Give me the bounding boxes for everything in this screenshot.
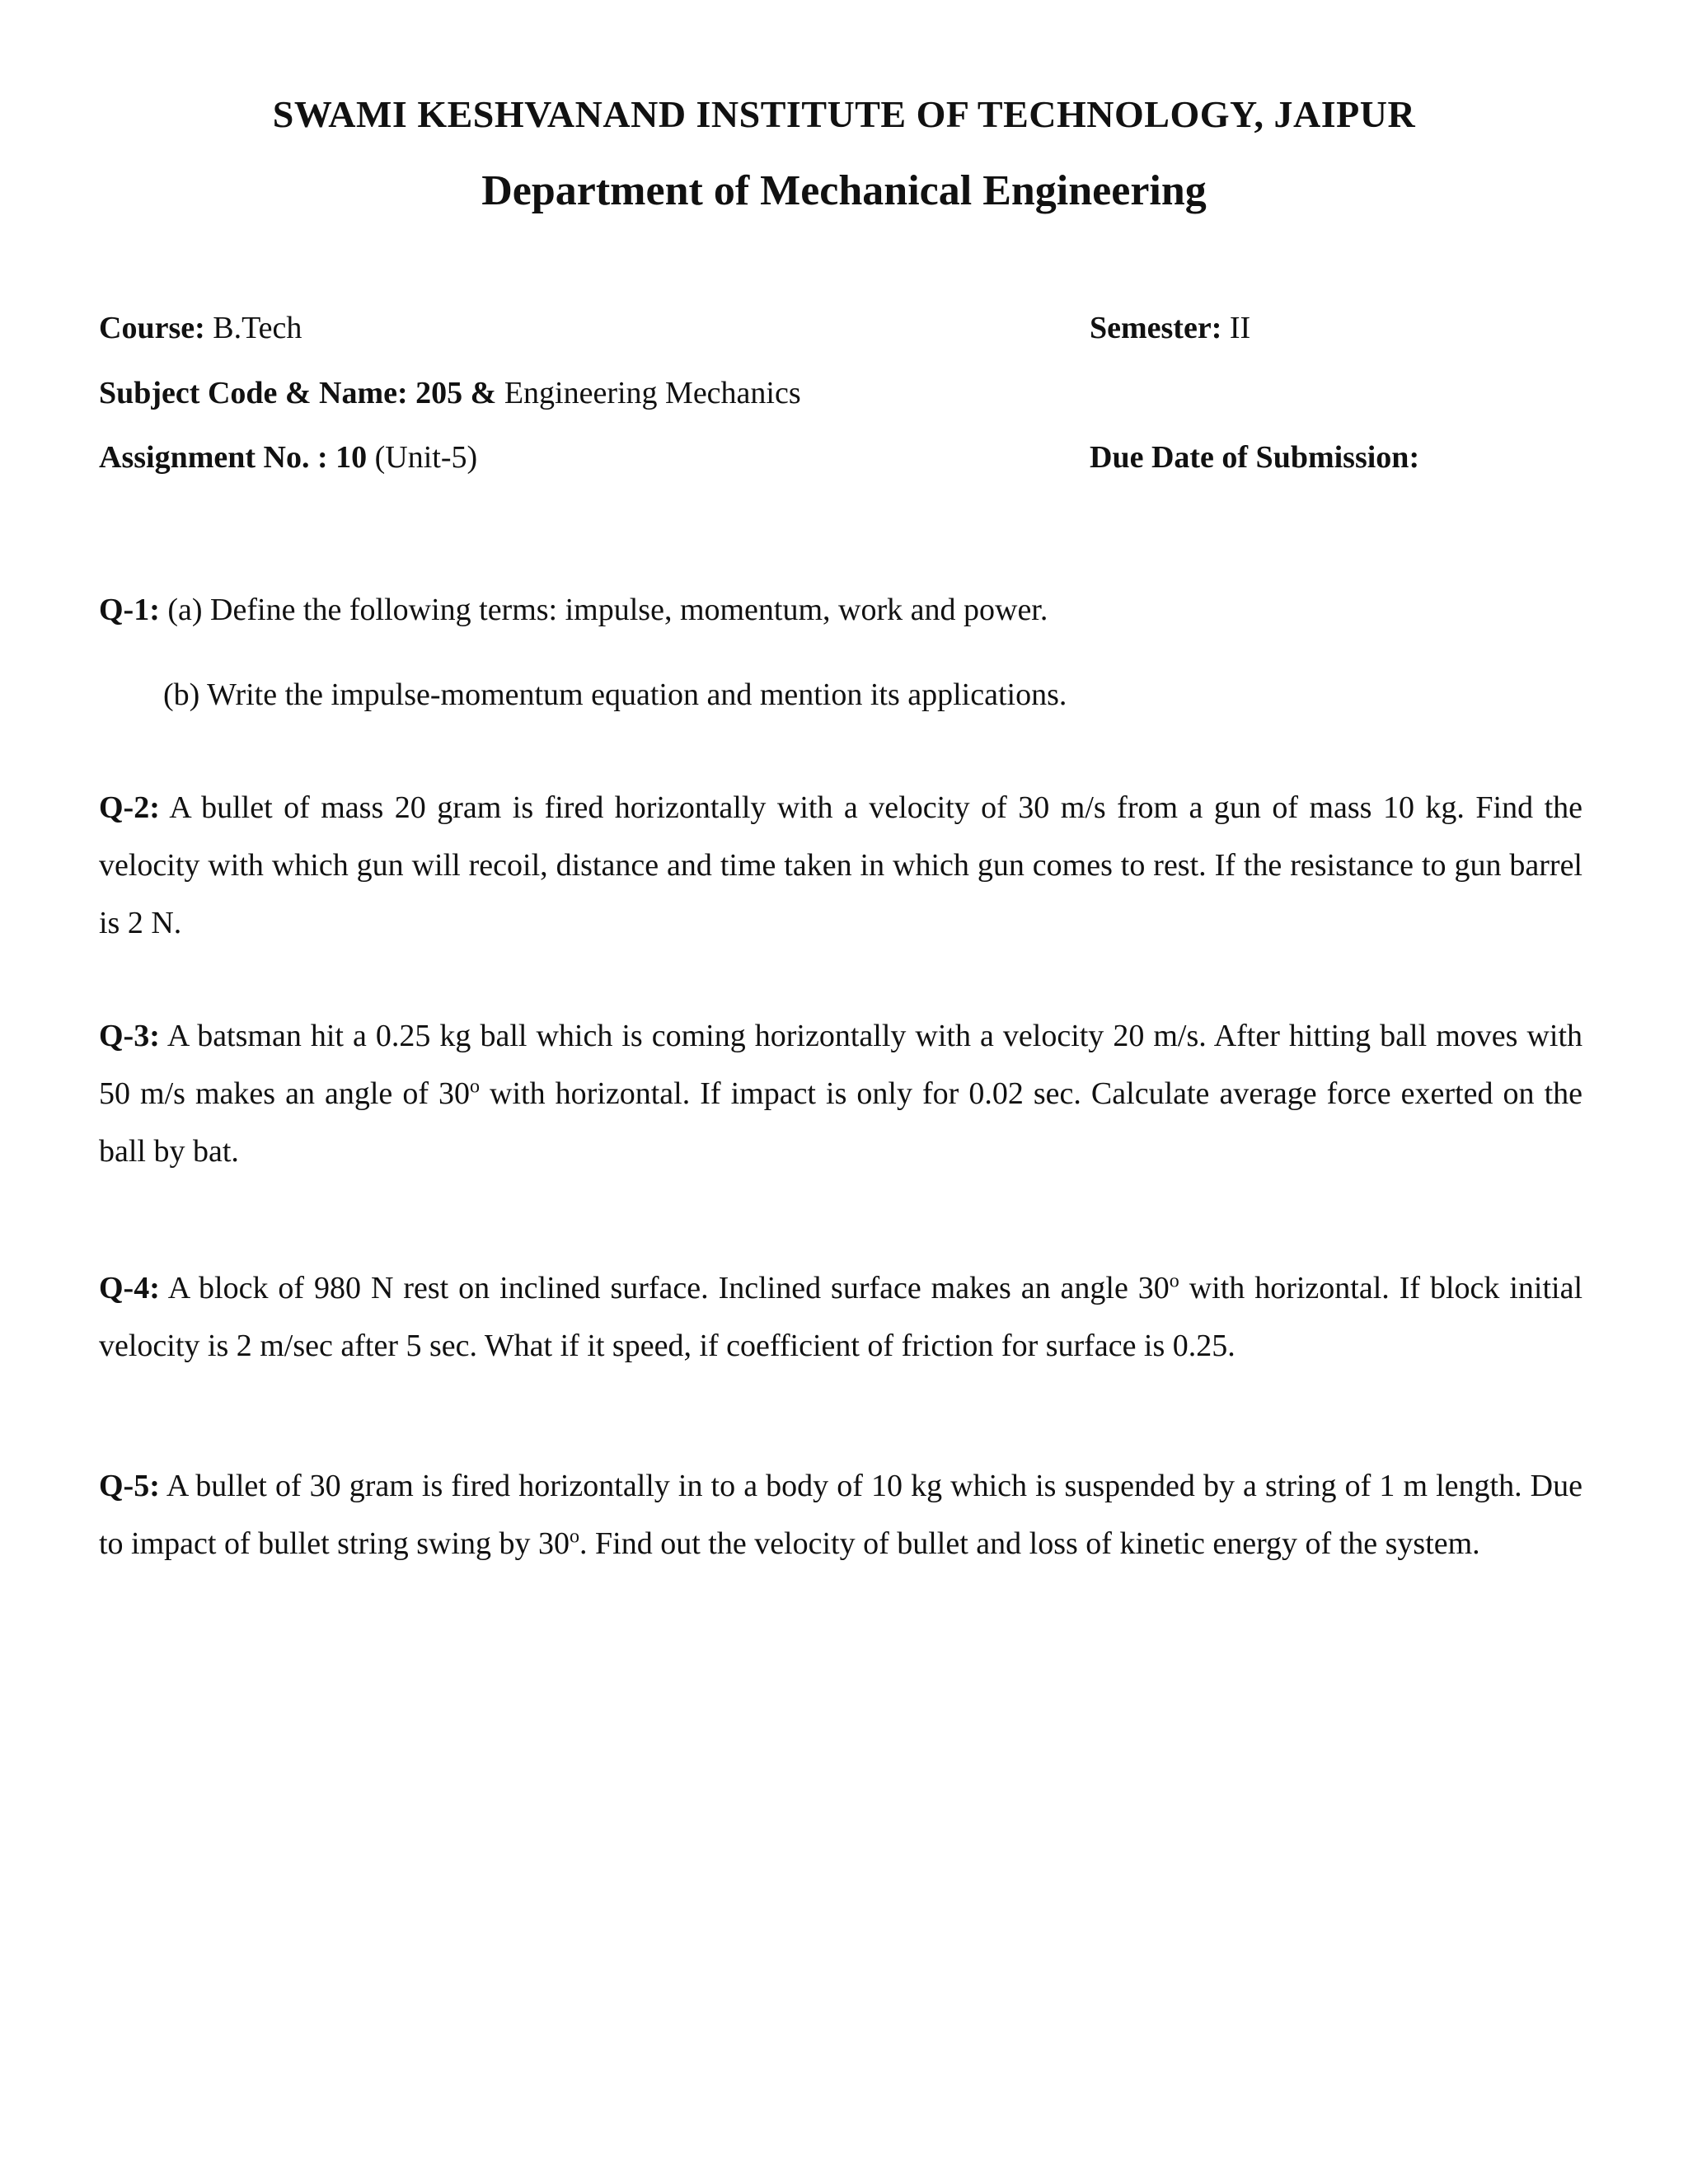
question-5-text-after: . Find out the velocity of bullet and loss of kinetic energy of the system.	[579, 1526, 1480, 1561]
subject-name: Engineering Mechanics	[504, 376, 801, 410]
question-2-label: Q-2:	[99, 790, 160, 825]
subject-code: 205 &	[415, 376, 497, 410]
semester-label: Semester:	[1090, 311, 1222, 345]
question-4-text-before: A block of 980 N rest on inclined surface. Inclined surface makes an angle 30	[167, 1271, 1170, 1305]
question-1-label: Q-1:	[99, 593, 160, 627]
department-name: Department of Mechanical Engineering	[481, 167, 1207, 214]
question-4-text-after: with horizontal. If block initial velocity is 2 m/sec after 5 sec. What if it speed, if coefficient of friction for surface is 0.25.	[99, 1271, 1583, 1363]
question-3-text-before: A batsman hit a 0.25 kg ball which is coming horizontally with a velocity 20 m/s. After hitting ball moves with 50 m/s makes an angle of 30	[99, 1019, 1582, 1111]
assignment-number: 10	[335, 440, 368, 475]
question-5-text-before: A bullet of 30 gram is fired horizontally in to a body of 10 kg which is suspended by a string of 1 m length. Due to impact of bullet string swing by 30	[99, 1469, 1582, 1561]
course-line	[99, 310, 302, 346]
question-3-text-after: with horizontal. If impact is only for 0.02 sec. Calculate average force exerted on the ball by bat.	[99, 1076, 1582, 1169]
question-4	[99, 1259, 1582, 1375]
question-2	[99, 779, 1582, 952]
due-date-label: Due Date of Submission:	[1090, 440, 1420, 475]
due-date-line	[1090, 439, 1419, 476]
degree-superscript: o	[1169, 1270, 1179, 1292]
course-label: Course:	[99, 311, 205, 345]
assignment-line	[99, 439, 477, 476]
question-1-part-a: (a) Define the following terms: impulse, momentum, work and power.	[167, 593, 1048, 627]
question-1	[99, 581, 1582, 639]
question-5	[99, 1457, 1582, 1572]
question-4-label: Q-4:	[99, 1271, 160, 1305]
semester-value: II	[1229, 311, 1251, 345]
question-2-text: A bullet of mass 20 gram is fired horizontally with a velocity of 30 m/s from a gun of mass 10 kg. Find the velocity with which gun will recoil, distance and time taken in which gun comes to rest. If the resistance to gun barrel is 2 N.	[99, 790, 1583, 940]
question-1-part-b: (b) Write the impulse-momentum equation and mention its applications.	[163, 677, 1067, 712]
degree-superscript: o	[570, 1526, 580, 1548]
degree-superscript: o	[470, 1076, 481, 1098]
course-value: B.Tech	[213, 311, 302, 345]
subject-label: Subject Code & Name:	[99, 376, 408, 410]
question-3-label: Q-3:	[99, 1019, 160, 1053]
institute-name: SWAMI KESHVANAND INSTITUTE OF TECHNOLOGY, JAIPUR	[272, 93, 1416, 135]
semester-line	[1090, 310, 1250, 346]
question-3	[99, 1007, 1582, 1180]
question-5-label: Q-5:	[99, 1469, 160, 1503]
assignment-unit: (Unit-5)	[374, 440, 478, 475]
assignment-label: Assignment No. :	[99, 440, 328, 475]
subject-line	[99, 375, 801, 411]
